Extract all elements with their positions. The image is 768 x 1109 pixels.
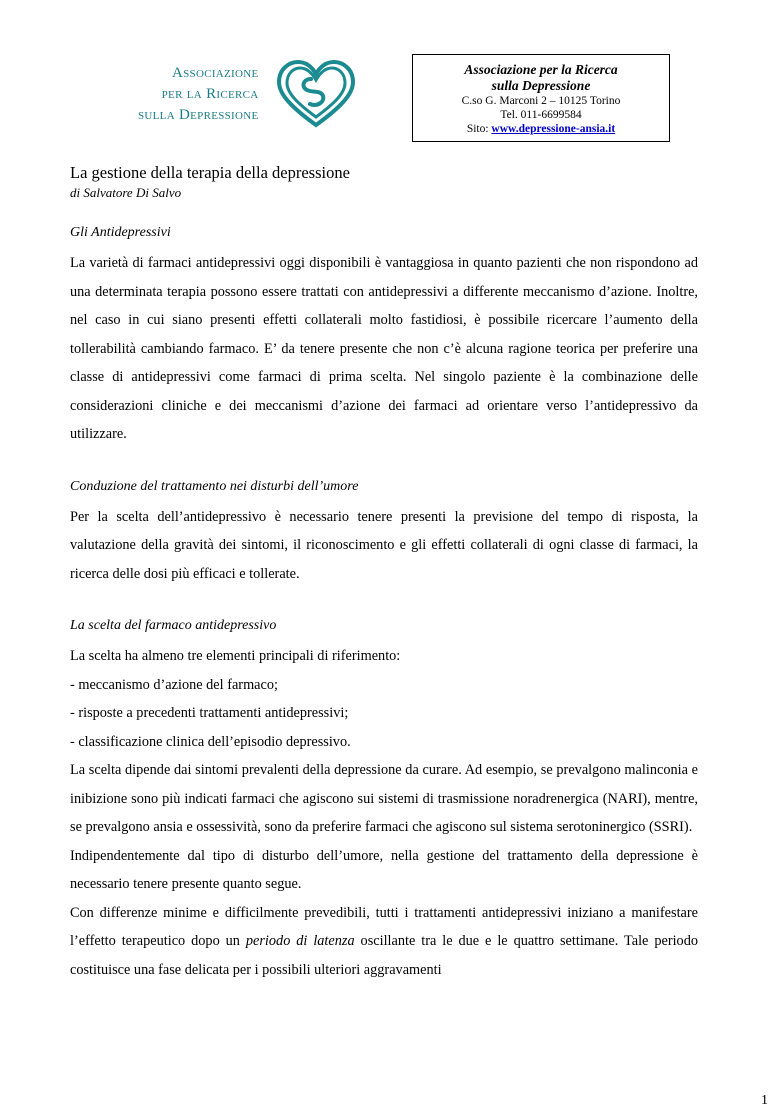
latenza-text-part-2: oscillante tra le due e le quattro settimane. Tale periodo costituisce una fase delicata per i possibili ulteriori aggravamenti xyxy=(70,933,699,978)
logo-line-3: sulla Depressione xyxy=(138,106,259,123)
address-street: C.so G. Marconi 2 – 10125 Torino xyxy=(461,95,621,107)
paragraph-antidepressivi-1: La varietà di farmaci antidepressivi oggi disponibili è vantaggiosa in quanto pazienti che non rispondono ad una determinata terapia possono essere trattati con antidepressivi a differente meccanismo d’azione. Inoltre, nel caso in cui siano presenti effetti collaterali molto fastidiosi, è possibile ricercare l’aumento della tollerabilità cambiando farmaco. E’ da tenere presente che non c’è alcuna ragione teorica per preferire una classe di antidepressivi come farmaci di prima scelta. Nel singolo paziente è la combinazione delle considerazioni cliniche e dei meccanismi d’azione dei farmaci ad orientare verso l’antidepressivo da utilizzare. xyxy=(70,255,698,442)
website-label: Sito: xyxy=(466,123,492,135)
list-item: - classificazione clinica dell’episodio depressivo. xyxy=(70,733,351,750)
logo-line-2: per la Ricerca xyxy=(161,85,259,102)
association-address-box xyxy=(412,54,670,142)
section-heading-antidepressivi: Gli Antidepressivi xyxy=(70,225,171,240)
website-link[interactable]: www.depressione-ansia.it xyxy=(491,123,616,135)
paragraph-scelta-2: Indipendentemente dal tipo di disturbo dell’umore, nella gestione del trattamento della depressione è necessario tenere presente quanto segue. xyxy=(70,847,698,892)
document-header xyxy=(0,0,768,135)
spacer xyxy=(70,588,698,618)
paragraph-scelta-1: La scelta dipende dai sintomi prevalenti della depressione da curare. Ad esempio, se prevalgono malinconia e inibizione sono più indicati farmaci che agiscono sui sistemi di trasmissione noradrenergica (NARI), mentre, se prevalgono ansia e ossessività, sono da preferire farmaci che agiscono sul sistema serotoninergico (SSRI). xyxy=(70,762,698,835)
latenza-text-part-1: Con differenze minime e difficilmente prevedibili, tutti i trattamenti antidepressivi iniziano a manifestare l’effetto terapeutico dopo un xyxy=(70,904,698,949)
section-heading-scelta: La scelta del farmaco antidepressivo xyxy=(70,618,277,633)
address-website-row xyxy=(413,122,669,136)
paragraph-conduzione-1: Per la scelta dell’antidepressivo è necessario tenere presenti la previsione del tempo di risposta, la valutazione della gravità dei sintomi, il riconoscimento e gli effetti collaterali di ogni classe di farmaci, la ricerca delle dosi più efficaci e tollerate. xyxy=(70,508,698,582)
logo-line-1: Associazione xyxy=(171,64,259,81)
paragraph-latenza xyxy=(70,899,698,985)
address-phone: Tel. 011-6699584 xyxy=(500,109,582,121)
heart-swirl-logo-icon xyxy=(273,57,359,131)
paragraph-scelta-intro: La scelta ha almeno tre elementi principali di riferimento: xyxy=(70,648,401,664)
document-author: di Salvatore Di Salvo xyxy=(70,185,182,200)
page-title: La gestione della terapia della depressione xyxy=(70,163,350,182)
document-body xyxy=(70,163,768,1108)
address-title-line-2: sulla Depressione xyxy=(491,78,591,93)
spacer xyxy=(70,449,698,479)
list-item: - meccanismo d’azione del farmaco; xyxy=(70,676,278,693)
logo-wordmark xyxy=(138,63,273,126)
page-number: 1 xyxy=(761,1093,768,1108)
address-title-line-1: Associazione per la Ricerca xyxy=(464,62,618,77)
latenza-emphasis: periodo di latenza xyxy=(245,933,355,949)
list-item: - risposte a precedenti trattamenti antidepressivi; xyxy=(70,705,349,721)
association-logo xyxy=(138,57,359,131)
section-heading-conduzione: Conduzione del trattamento nei disturbi dell’umore xyxy=(70,478,359,494)
